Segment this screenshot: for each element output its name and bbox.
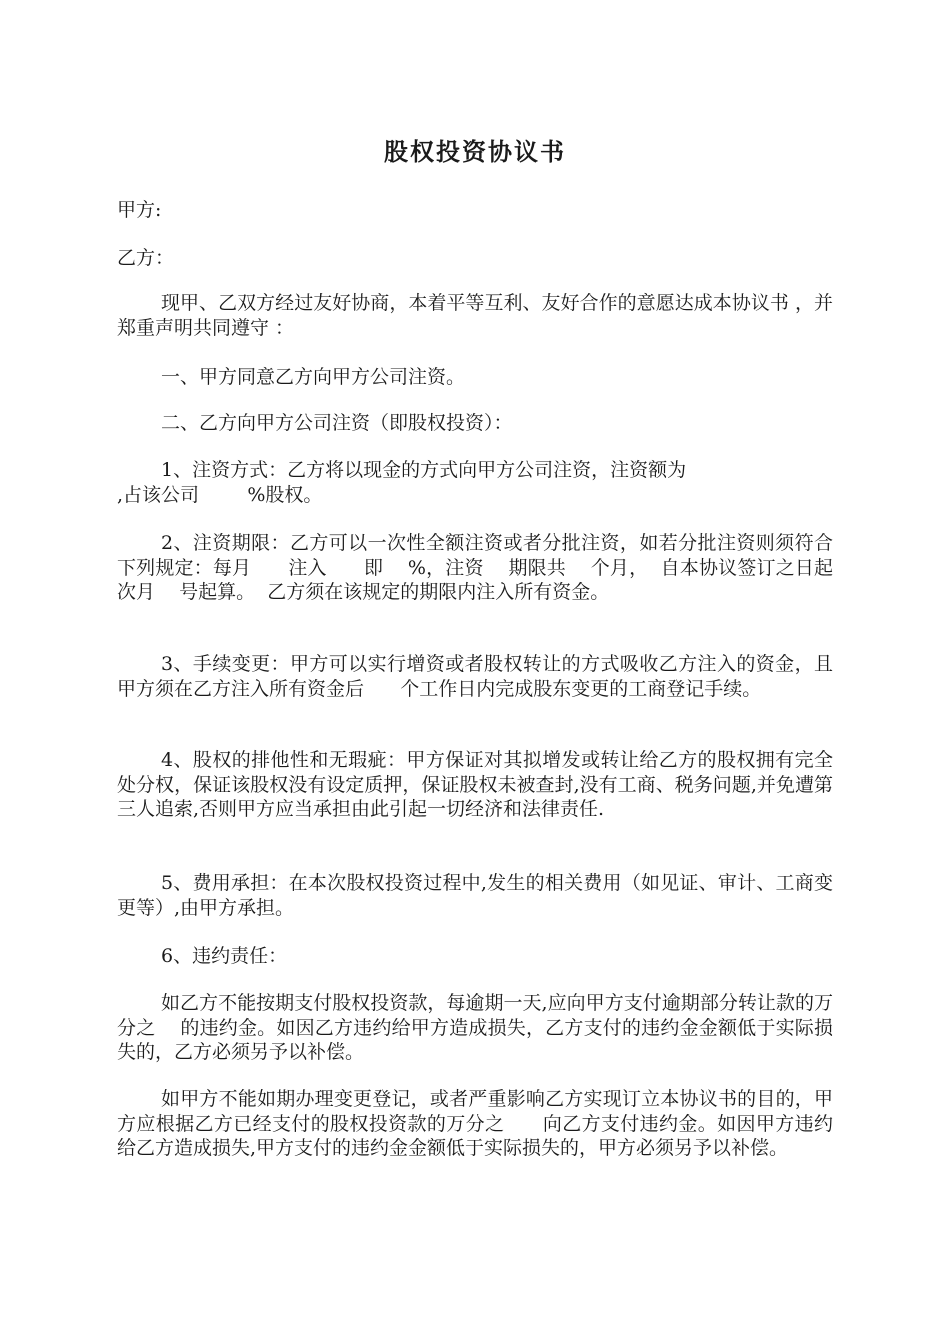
breach-party-a-paragraph: 如甲方不能如期办理变更登记，或者严重影响乙方实现订立本协议书的目的，甲方应根据乙方已经支付的股权投资款的万分之 向乙方支付违约金。如因甲方违约给乙方造成损失,甲方支付的违约金金额低于实际损失的，甲方必须另予以补偿。 <box>117 1088 833 1159</box>
item-2-injection-period: 2、注资期限：乙方可以一次性全额注资或者分批注资，如若分批注资则须符合下列规定：每月 注入 即 %，注资 期限共 个月， 自本协议签订之日起次月 号起算。 乙方须在该规定的期限内注入所有资金。 <box>117 532 833 603</box>
document-title: 股权投资协议书 <box>384 138 566 166</box>
party-b-line: 乙方： <box>117 247 175 269</box>
item-4-exclusivity: 4、股权的排他性和无瑕疵：甲方保证对其拟增发或转让给乙方的股权拥有完全处分权，保证该股权没有设定质押，保证股权未被查封,没有工商、税务问题,并免遭第三人追索,否则甲方应当承担由此引起一切经济和法律责任. <box>117 749 833 820</box>
clause-2: 二、乙方向甲方公司注资（即股权投资）： <box>161 412 513 434</box>
item-5-costs: 5、费用承担：在本次股权投资过程中,发生的相关费用（如见证、审计、工商变更等）,由甲方承担。 <box>117 872 833 919</box>
item-3-procedure-change: 3、手续变更：甲方可以实行增资或者股权转让的方式吸收乙方注入的资金，且甲方须在乙方注入所有资金后 个工作日内完成股东变更的工商登记手续。 <box>117 653 833 700</box>
item-6-breach-heading: 6、违约责任： <box>161 945 288 967</box>
preamble-paragraph: 现甲、乙双方经过友好协商，本着平等互利、友好合作的意愿达成本协议书 ，并郑重声明共同遵守 ： <box>117 292 833 339</box>
clause-1: 一、甲方同意乙方向甲方公司注资。 <box>161 366 466 388</box>
item-1-injection-method: 1、注资方式：乙方将以现金的方式向甲方公司注资，注资额为 ,占该公司 %股权。 <box>117 459 687 506</box>
breach-party-b-paragraph: 如乙方不能按期支付股权投资款，每逾期一天,应向甲方支付逾期部分转让款的万分之 的违约金。如因乙方违约给甲方造成损失，乙方支付的违约金金额低于实际损失的，乙方必须另予以补偿。 <box>117 992 833 1063</box>
party-a-line: 甲方: <box>117 199 162 221</box>
